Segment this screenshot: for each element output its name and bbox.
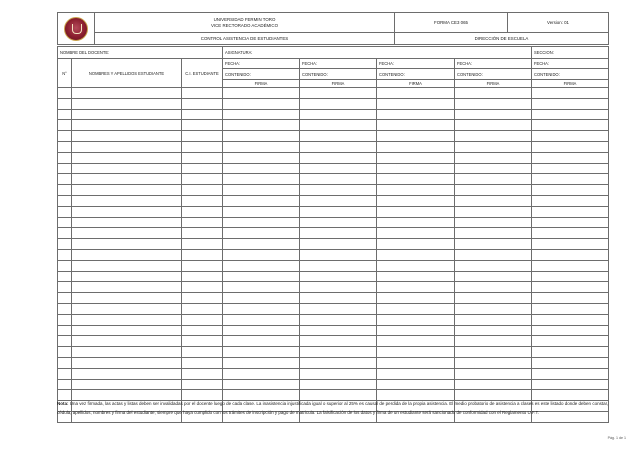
- title-cell: [95, 13, 395, 33]
- student-name-cell[interactable]: [72, 368, 182, 379]
- signature-cell[interactable]: [455, 260, 532, 271]
- form-header: [57, 12, 609, 45]
- session-date-field[interactable]: FECHA:: [300, 59, 377, 69]
- row-number-cell[interactable]: [58, 217, 72, 228]
- row-number-cell[interactable]: [58, 293, 72, 304]
- student-name-cell[interactable]: [72, 357, 182, 368]
- signature-cell[interactable]: [223, 347, 300, 358]
- row-number-cell[interactable]: [58, 120, 72, 131]
- signature-cell[interactable]: [300, 131, 377, 142]
- signature-cell[interactable]: [377, 185, 455, 196]
- session-content-field[interactable]: CONTENIDO:: [223, 69, 300, 80]
- signature-cell[interactable]: [300, 325, 377, 336]
- form-version: Version: 01: [508, 13, 609, 33]
- student-rows: [58, 88, 609, 423]
- signature-cell[interactable]: [300, 174, 377, 185]
- signature-cell[interactable]: [300, 347, 377, 358]
- signature-cell[interactable]: [223, 163, 300, 174]
- signature-cell[interactable]: [300, 239, 377, 250]
- signature-cell[interactable]: [455, 228, 532, 239]
- table-row: [58, 282, 609, 293]
- student-id-cell[interactable]: [182, 347, 223, 358]
- student-name-cell[interactable]: [72, 379, 182, 390]
- student-id-cell[interactable]: [182, 185, 223, 196]
- institution-name: UNIVERSIDAD FERMIN TORO: [213, 16, 276, 22]
- table-row: [58, 379, 609, 390]
- signature-cell[interactable]: [377, 368, 455, 379]
- signature-cell[interactable]: [455, 239, 532, 250]
- session-content-field[interactable]: CONTENIDO:: [455, 69, 532, 80]
- student-id-cell[interactable]: [182, 141, 223, 152]
- signature-cell[interactable]: [532, 228, 609, 239]
- signature-cell[interactable]: [377, 131, 455, 142]
- signature-cell[interactable]: [377, 239, 455, 250]
- signature-cell[interactable]: [377, 174, 455, 185]
- row-number-cell[interactable]: [58, 163, 72, 174]
- signature-cell[interactable]: [455, 336, 532, 347]
- row-number-cell[interactable]: [58, 347, 72, 358]
- student-id-cell[interactable]: [182, 239, 223, 250]
- session-content-field[interactable]: CONTENIDO:: [377, 69, 455, 80]
- signature-cell[interactable]: [455, 152, 532, 163]
- signature-cell[interactable]: [223, 293, 300, 304]
- signature-cell[interactable]: [455, 271, 532, 282]
- student-id-cell[interactable]: [182, 120, 223, 131]
- row-number-cell[interactable]: [58, 228, 72, 239]
- department-name: DIRECCIÓN DE ESCUELA: [395, 33, 609, 45]
- student-id-cell[interactable]: [182, 109, 223, 120]
- signature-cell[interactable]: [377, 152, 455, 163]
- student-id-cell[interactable]: [182, 282, 223, 293]
- signature-cell[interactable]: [223, 195, 300, 206]
- signature-cell[interactable]: [532, 98, 609, 109]
- signature-cell[interactable]: [377, 163, 455, 174]
- signature-cell[interactable]: [377, 98, 455, 109]
- table-row: [58, 109, 609, 120]
- signature-cell[interactable]: [455, 282, 532, 293]
- student-id-cell[interactable]: [182, 303, 223, 314]
- session-date-field[interactable]: FECHA:: [532, 59, 609, 69]
- student-id-cell[interactable]: [182, 88, 223, 99]
- signature-cell[interactable]: [300, 357, 377, 368]
- signature-column-header: FIRMA: [455, 80, 532, 88]
- note-label: Nota:: [57, 401, 69, 406]
- signature-cell[interactable]: [377, 260, 455, 271]
- signature-cell[interactable]: [455, 195, 532, 206]
- signature-column-header: FIRMA: [223, 80, 300, 88]
- student-id-cell[interactable]: [182, 271, 223, 282]
- row-number-cell[interactable]: [58, 109, 72, 120]
- row-number-cell[interactable]: [58, 260, 72, 271]
- signature-cell[interactable]: [300, 379, 377, 390]
- table-row: [58, 206, 609, 217]
- signature-cell[interactable]: [532, 271, 609, 282]
- student-name-cell[interactable]: [72, 347, 182, 358]
- signature-cell[interactable]: [223, 217, 300, 228]
- signature-cell[interactable]: [377, 325, 455, 336]
- student-name-cell[interactable]: [72, 174, 182, 185]
- table-row: [58, 131, 609, 142]
- student-id-cell[interactable]: [182, 379, 223, 390]
- student-id-cell[interactable]: [182, 217, 223, 228]
- signature-cell[interactable]: [223, 239, 300, 250]
- student-name-cell[interactable]: [72, 314, 182, 325]
- student-name-cell[interactable]: [72, 195, 182, 206]
- table-row: [58, 120, 609, 131]
- signature-cell[interactable]: [532, 336, 609, 347]
- student-name-cell[interactable]: [72, 239, 182, 250]
- signature-cell[interactable]: [300, 206, 377, 217]
- page-number: Pág. 1 de 1: [607, 436, 626, 440]
- signature-cell[interactable]: [377, 293, 455, 304]
- signature-cell[interactable]: [223, 368, 300, 379]
- signature-cell[interactable]: [223, 325, 300, 336]
- student-name-cell[interactable]: [72, 131, 182, 142]
- table-row: [58, 98, 609, 109]
- session-date-field[interactable]: FECHA:: [377, 59, 455, 69]
- section-field[interactable]: SECCION:: [532, 47, 609, 59]
- signature-cell[interactable]: [223, 98, 300, 109]
- table-row: [58, 249, 609, 260]
- signature-cell[interactable]: [532, 293, 609, 304]
- date-row: [58, 59, 609, 69]
- student-name-cell[interactable]: [72, 293, 182, 304]
- signature-cell[interactable]: [377, 249, 455, 260]
- signature-cell[interactable]: [377, 141, 455, 152]
- signature-cell[interactable]: [455, 347, 532, 358]
- signature-cell[interactable]: [300, 217, 377, 228]
- signature-cell[interactable]: [300, 141, 377, 152]
- row-number-cell[interactable]: [58, 303, 72, 314]
- student-id-cell[interactable]: [182, 152, 223, 163]
- table-row: [58, 185, 609, 196]
- student-name-cell[interactable]: [72, 88, 182, 99]
- signature-cell[interactable]: [532, 314, 609, 325]
- signature-cell[interactable]: [223, 185, 300, 196]
- signature-cell[interactable]: [300, 163, 377, 174]
- signature-cell[interactable]: [455, 98, 532, 109]
- table-row: [58, 217, 609, 228]
- table-row: [58, 303, 609, 314]
- signature-cell[interactable]: [377, 379, 455, 390]
- signature-cell[interactable]: [455, 206, 532, 217]
- student-name-cell[interactable]: [72, 217, 182, 228]
- signature-cell[interactable]: [532, 325, 609, 336]
- row-number-cell[interactable]: [58, 314, 72, 325]
- student-name-cell[interactable]: [72, 271, 182, 282]
- row-number-cell[interactable]: [58, 152, 72, 163]
- signature-cell[interactable]: [532, 152, 609, 163]
- signature-cell[interactable]: [532, 163, 609, 174]
- signature-cell[interactable]: [532, 174, 609, 185]
- row-number-cell[interactable]: [58, 368, 72, 379]
- signature-cell[interactable]: [300, 120, 377, 131]
- table-row: [58, 163, 609, 174]
- signature-cell[interactable]: [223, 228, 300, 239]
- signature-cell[interactable]: [223, 109, 300, 120]
- student-name-cell[interactable]: [72, 228, 182, 239]
- row-number-cell[interactable]: [58, 98, 72, 109]
- signature-cell[interactable]: [377, 347, 455, 358]
- signature-cell[interactable]: [455, 357, 532, 368]
- signature-column-header: FIRMA: [377, 80, 455, 88]
- student-name-cell[interactable]: [72, 325, 182, 336]
- signature-cell[interactable]: [455, 174, 532, 185]
- student-name-cell[interactable]: [72, 249, 182, 260]
- student-name-cell[interactable]: [72, 303, 182, 314]
- student-id-column-header: C.I. ESTUDIANTE: [182, 59, 223, 88]
- signature-cell[interactable]: [377, 271, 455, 282]
- student-name-cell[interactable]: [72, 109, 182, 120]
- signature-cell[interactable]: [223, 282, 300, 293]
- signature-cell[interactable]: [300, 260, 377, 271]
- teacher-name-field[interactable]: NOMBRE DEL DOCENTE:: [58, 47, 223, 59]
- signature-cell[interactable]: [377, 314, 455, 325]
- signature-cell[interactable]: [532, 120, 609, 131]
- signature-cell[interactable]: [455, 131, 532, 142]
- signature-cell[interactable]: [300, 368, 377, 379]
- signature-cell[interactable]: [532, 249, 609, 260]
- signature-cell[interactable]: [223, 131, 300, 142]
- table-row: [58, 152, 609, 163]
- signature-cell[interactable]: [377, 217, 455, 228]
- signature-cell[interactable]: [532, 357, 609, 368]
- signature-cell[interactable]: [532, 282, 609, 293]
- signature-cell[interactable]: [223, 379, 300, 390]
- signature-cell[interactable]: [532, 303, 609, 314]
- signature-cell[interactable]: [377, 336, 455, 347]
- student-name-cell[interactable]: [72, 141, 182, 152]
- row-number-cell[interactable]: [58, 88, 72, 99]
- row-number-cell[interactable]: [58, 141, 72, 152]
- signature-cell[interactable]: [455, 303, 532, 314]
- student-name-column-header: NOMBRES Y APELLIDOS ESTUDIANTE: [72, 59, 182, 88]
- signature-cell[interactable]: [455, 185, 532, 196]
- table-row: [58, 239, 609, 250]
- signature-cell[interactable]: [300, 249, 377, 260]
- student-id-cell[interactable]: [182, 293, 223, 304]
- table-row: [58, 368, 609, 379]
- info-row: [58, 47, 609, 59]
- signature-cell[interactable]: [300, 303, 377, 314]
- row-number-cell[interactable]: [58, 185, 72, 196]
- signature-cell[interactable]: [377, 109, 455, 120]
- signature-cell[interactable]: [455, 368, 532, 379]
- signature-cell[interactable]: [223, 174, 300, 185]
- signature-cell[interactable]: [377, 206, 455, 217]
- student-id-cell[interactable]: [182, 260, 223, 271]
- row-number-cell[interactable]: [58, 195, 72, 206]
- signature-cell[interactable]: [455, 314, 532, 325]
- student-name-cell[interactable]: [72, 163, 182, 174]
- signature-cell[interactable]: [223, 314, 300, 325]
- row-number-cell[interactable]: [58, 131, 72, 142]
- subject-field[interactable]: ASIGNATURA:: [223, 47, 532, 59]
- signature-cell[interactable]: [223, 336, 300, 347]
- signature-cell[interactable]: [532, 109, 609, 120]
- table-row: [58, 88, 609, 99]
- table-row: [58, 325, 609, 336]
- signature-cell[interactable]: [223, 357, 300, 368]
- signature-cell[interactable]: [223, 260, 300, 271]
- signature-cell[interactable]: [455, 109, 532, 120]
- student-name-cell[interactable]: [72, 120, 182, 131]
- signature-cell[interactable]: [532, 195, 609, 206]
- session-date-field[interactable]: FECHA:: [455, 59, 532, 69]
- student-name-cell[interactable]: [72, 206, 182, 217]
- attendance-table: [57, 46, 609, 423]
- signature-cell[interactable]: [223, 206, 300, 217]
- signature-cell[interactable]: [223, 271, 300, 282]
- table-row: [58, 195, 609, 206]
- session-content-field[interactable]: CONTENIDO:: [300, 69, 377, 80]
- row-number-cell[interactable]: [58, 206, 72, 217]
- signature-cell[interactable]: [532, 379, 609, 390]
- student-id-cell[interactable]: [182, 195, 223, 206]
- form-code: FORMA CE3 065: [395, 13, 508, 33]
- signature-cell[interactable]: [300, 88, 377, 99]
- form-title: CONTROL ASISTENCIA DE ESTUDIANTES: [95, 33, 395, 45]
- student-name-cell[interactable]: [72, 260, 182, 271]
- signature-column-header: FIRMA: [532, 80, 609, 88]
- row-number-cell[interactable]: [58, 249, 72, 260]
- signature-cell[interactable]: [377, 228, 455, 239]
- signature-cell[interactable]: [532, 88, 609, 99]
- student-id-cell[interactable]: [182, 131, 223, 142]
- row-number-cell[interactable]: [58, 239, 72, 250]
- signature-cell[interactable]: [532, 347, 609, 358]
- row-number-cell[interactable]: [58, 336, 72, 347]
- row-number-cell[interactable]: [58, 282, 72, 293]
- table-row: [58, 314, 609, 325]
- signature-cell[interactable]: [300, 282, 377, 293]
- row-number-cell[interactable]: [58, 379, 72, 390]
- signature-cell[interactable]: [455, 217, 532, 228]
- student-id-cell[interactable]: [182, 174, 223, 185]
- student-id-cell[interactable]: [182, 249, 223, 260]
- signature-cell[interactable]: [532, 185, 609, 196]
- signature-cell[interactable]: [455, 120, 532, 131]
- table-row: [58, 347, 609, 358]
- note-text: Una vez firmada, las actas y listas deben ser invalidadas por el docente luego de cada clase. La inasistencia injustificada igual o superior al 25% es causal de perdida de la propia asistencia. El medio probatorio de asistencia a clases es este listado donde deben constar, cédula, apellidos, nombres y firma del estudiante, siempre que haya cumplido con los trámites de inscripción y pago de matricula. La falsificación de los datos y firma de un estudiante será sancionado de conformidad con el Reglamento U.F.T.: [57, 401, 609, 415]
- student-name-cell[interactable]: [72, 336, 182, 347]
- row-number-cell[interactable]: [58, 271, 72, 282]
- university-logo-cell: [58, 13, 95, 45]
- signature-cell[interactable]: [300, 314, 377, 325]
- signature-cell[interactable]: [377, 88, 455, 99]
- signature-cell[interactable]: [455, 141, 532, 152]
- table-row: [58, 357, 609, 368]
- student-id-cell[interactable]: [182, 357, 223, 368]
- signature-cell[interactable]: [223, 303, 300, 314]
- table-row: [58, 293, 609, 304]
- signature-cell[interactable]: [455, 249, 532, 260]
- signature-cell[interactable]: [532, 131, 609, 142]
- signature-cell[interactable]: [455, 88, 532, 99]
- signature-cell[interactable]: [300, 185, 377, 196]
- student-id-cell[interactable]: [182, 325, 223, 336]
- signature-cell[interactable]: [532, 217, 609, 228]
- table-row: [58, 336, 609, 347]
- signature-cell[interactable]: [377, 357, 455, 368]
- table-row: [58, 271, 609, 282]
- signature-cell[interactable]: [223, 120, 300, 131]
- signature-cell[interactable]: [300, 195, 377, 206]
- row-number-cell[interactable]: [58, 325, 72, 336]
- table-row: [58, 228, 609, 239]
- table-row: [58, 141, 609, 152]
- signature-cell[interactable]: [455, 325, 532, 336]
- signature-cell[interactable]: [300, 228, 377, 239]
- student-id-cell[interactable]: [182, 314, 223, 325]
- student-id-cell[interactable]: [182, 368, 223, 379]
- signature-cell[interactable]: [223, 88, 300, 99]
- signature-cell[interactable]: [223, 249, 300, 260]
- signature-cell[interactable]: [532, 239, 609, 250]
- signature-cell[interactable]: [455, 379, 532, 390]
- session-date-field[interactable]: FECHA:: [223, 59, 300, 69]
- student-id-cell[interactable]: [182, 336, 223, 347]
- student-name-cell[interactable]: [72, 185, 182, 196]
- signature-cell[interactable]: [300, 293, 377, 304]
- signature-cell[interactable]: [377, 303, 455, 314]
- signature-cell[interactable]: [532, 260, 609, 271]
- footer-note: [57, 399, 610, 417]
- signature-cell[interactable]: [532, 141, 609, 152]
- session-content-field[interactable]: CONTENIDO:: [532, 69, 609, 80]
- signature-cell[interactable]: [377, 282, 455, 293]
- student-id-cell[interactable]: [182, 163, 223, 174]
- signature-cell[interactable]: [223, 152, 300, 163]
- row-number-cell[interactable]: [58, 174, 72, 185]
- student-id-cell[interactable]: [182, 206, 223, 217]
- signature-cell[interactable]: [223, 141, 300, 152]
- student-id-cell[interactable]: [182, 98, 223, 109]
- signature-cell[interactable]: [300, 271, 377, 282]
- student-name-cell[interactable]: [72, 282, 182, 293]
- office-name: VICE RECTORADO ACADÉMICO: [210, 22, 278, 28]
- signature-cell[interactable]: [532, 368, 609, 379]
- university-seal-icon: [64, 17, 88, 41]
- student-name-cell[interactable]: [72, 98, 182, 109]
- signature-cell[interactable]: [377, 120, 455, 131]
- row-number-cell[interactable]: [58, 357, 72, 368]
- signature-cell[interactable]: [300, 336, 377, 347]
- signature-cell[interactable]: [300, 152, 377, 163]
- table-row: [58, 174, 609, 185]
- signature-cell[interactable]: [377, 195, 455, 206]
- signature-cell[interactable]: [532, 206, 609, 217]
- signature-cell[interactable]: [455, 293, 532, 304]
- signature-cell[interactable]: [300, 109, 377, 120]
- signature-cell[interactable]: [300, 98, 377, 109]
- signature-cell[interactable]: [455, 163, 532, 174]
- signature-column-header: FIRMA: [300, 80, 377, 88]
- student-name-cell[interactable]: [72, 152, 182, 163]
- table-row: [58, 260, 609, 271]
- number-column-header: N°: [58, 59, 72, 88]
- student-id-cell[interactable]: [182, 228, 223, 239]
